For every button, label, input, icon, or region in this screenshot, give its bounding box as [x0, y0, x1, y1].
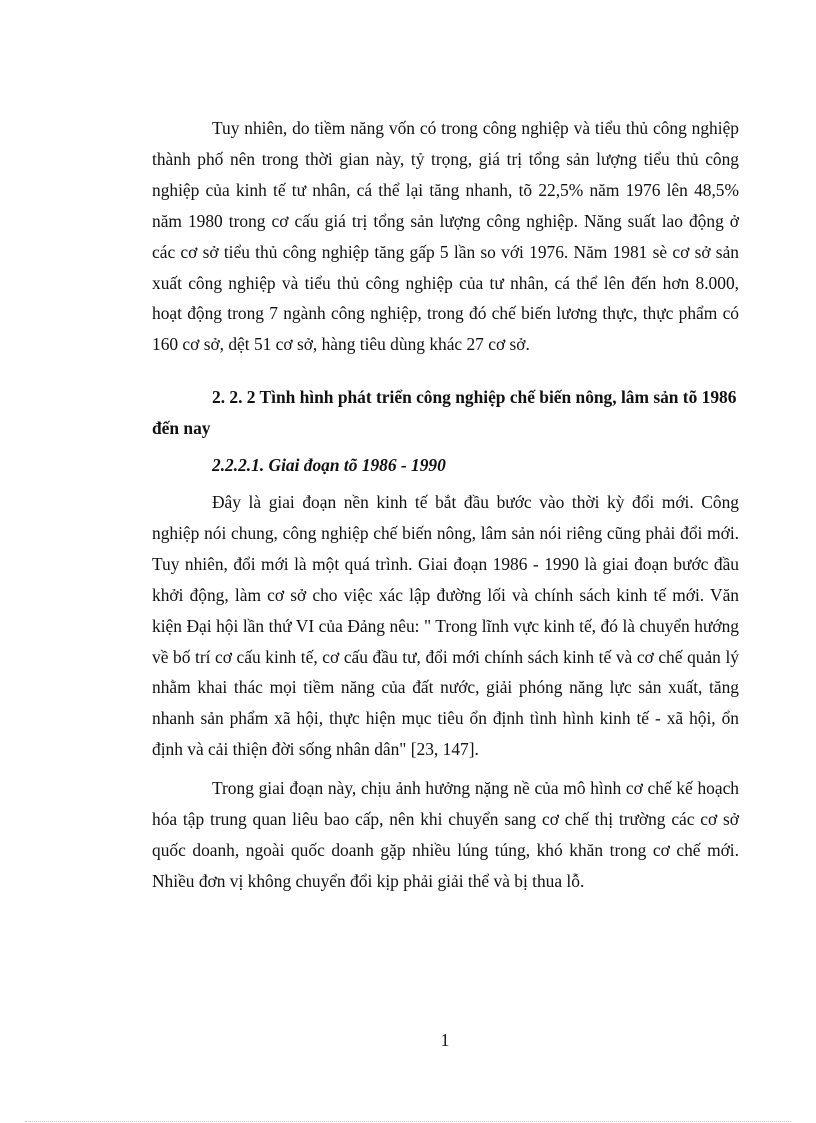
document-body — [152, 113, 739, 897]
paragraph: Trong giai đoạn này, chịu ảnh hưởng nặng nề của mô hình cơ chế kế hoạch hóa tập trung quan liêu bao cấp, nên khi chuyển sang cơ chế thị trường các cơ sở quốc doanh, ngoài quốc doanh gặp nhiều lúng túng, khó khăn trong cơ chế mới. Nhiều đơn vị không chuyển đổi kịp phải giải thể và bị thua lỗ. — [152, 778, 739, 891]
paragraph: Đây là giai đoạn nền kinh tế bắt đầu bước vào thời kỳ đổi mới. Công nghiệp nói chung, công nghiệp chế biến nông, lâm sản nói riêng cũng phải đổi mới. Tuy nhiên, đổi mới là một quá trình. Giai đoạn 1986 - 1990 là giai đoạn bước đầu khởi động, làm cơ sở cho việc xác lập đường lối và chính sách kinh tế mới. Văn kiện Đại hội lần thứ VI của Đảng nêu: " Trong lĩnh vực kinh tế, đó là chuyển hướng về bố trí cơ cấu kinh tế, cơ cấu đầu tư, đổi mới chính sách kinh tế và cơ chế quản lý nhằm khai thác mọi tiềm năng của đất nước, giải phóng năng lực sản xuất, tăng nhanh sản phẩm xã hội, thực hiện mục tiêu ổn định tình hình kinh tế - xã hội, ổn định và cải thiện đời sống nhân dân" [23, 147]. — [152, 491, 739, 760]
page-number: 1 — [440, 1030, 450, 1050]
page-bottom-border — [25, 1121, 791, 1122]
paragraph: Tuy nhiên, do tiềm năng vốn có trong công nghiệp và tiểu thủ công nghiệp thành phố nên trong thời gian này, tỷ trọng, giá trị tổng sản lượng tiểu thủ công nghiệp của kinh tế tư nhân, cá thể lại tăng nhanh, tõ 22,5% năm 1976 lên 48,5% năm 1980 trong cơ cấu giá trị tổng sản lượng công nghiệp. Năng suất lao động ở các cơ sở tiểu thủ công nghiệp tăng gấp 5 lần so với 1976. Năm 1981 sè cơ sở sản xuất công nghiệp và tiểu thủ công nghiệp của tư nhân, cá thể lên đến hơn 8.000, hoạt động trong 7 ngành công nghiệp, trong đó chế biến lương thực, thực phẩm có 160 cơ sở, dệt 51 cơ sở, hàng tiêu dùng khác 27 cơ sở. — [152, 118, 739, 355]
subsection-heading: 2.2.2.1. Giai đoạn tõ 1986 - 1990 — [212, 455, 446, 476]
section-heading: 2. 2. 2 Tình hình phát triển công nghiệp chế biến nông, lâm sản tõ 1986 đến nay — [152, 387, 737, 439]
